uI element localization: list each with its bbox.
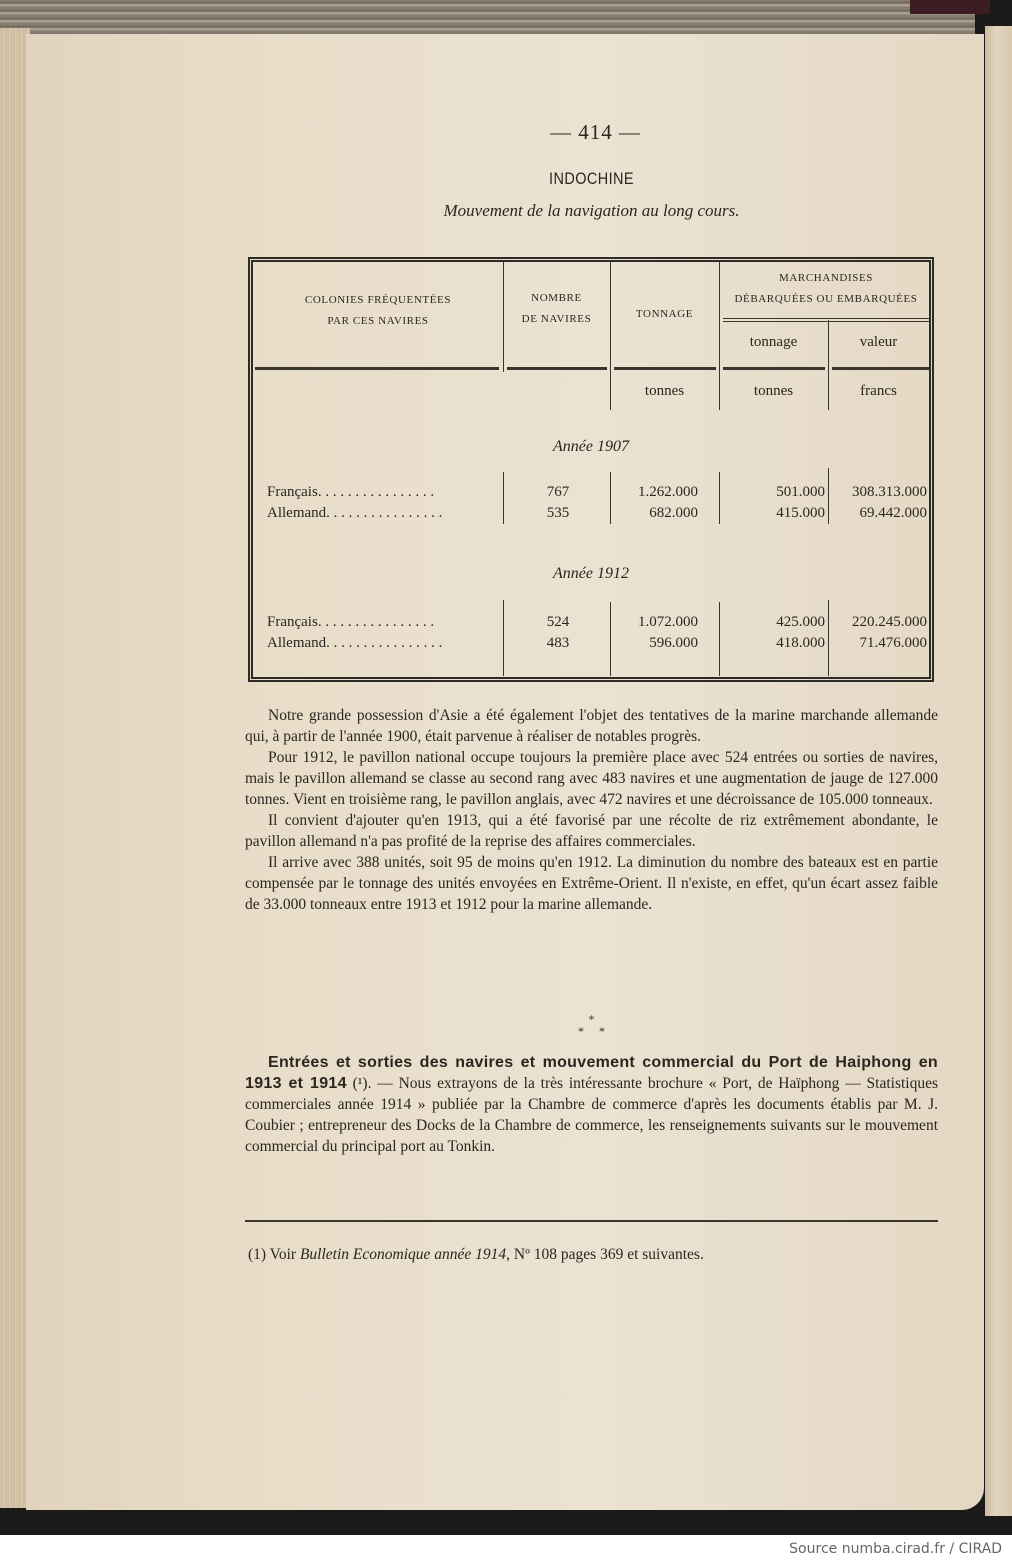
navigation-table bbox=[248, 257, 934, 682]
footnote-rest: , Nº 108 pages 369 et suivantes. bbox=[506, 1246, 704, 1263]
haiphong-heading: Entrées et sorties des navires et mouvement commercial du Port de Haiphong en 1913 et 1914 bbox=[245, 1054, 938, 1092]
book-top-edge bbox=[0, 0, 975, 36]
cell-ships: 524 bbox=[546, 614, 570, 630]
cell-m-valeur: 69.442.000 bbox=[859, 505, 927, 521]
footnote-ref: (¹). bbox=[346, 1075, 372, 1092]
header-line: NOMBRE bbox=[531, 292, 582, 304]
cell-m-valeur: 71.476.000 bbox=[859, 635, 927, 651]
header-rule bbox=[723, 321, 929, 322]
section-separator bbox=[245, 1013, 938, 1037]
unit-m-tonnage: tonnes bbox=[753, 383, 794, 399]
source-credit: Source numba.cirad.fr / CIRAD bbox=[789, 1541, 1002, 1557]
header-line: MARCHANDISES bbox=[779, 272, 873, 284]
cell-tonnage: 682.000 bbox=[649, 505, 698, 521]
cell-name: Allemand. . . . . . . . . . . . . . . . bbox=[267, 635, 443, 651]
footnote bbox=[248, 1246, 938, 1264]
header-rule bbox=[723, 318, 929, 319]
unit-tonnage: tonnes bbox=[644, 383, 685, 399]
cell-name: Allemand. . . . . . . . . . . . . . . . bbox=[267, 505, 443, 521]
cell-ships: 535 bbox=[546, 505, 570, 521]
header-line: PAR CES NAVIRES bbox=[327, 315, 429, 327]
table-caption: Mouvement de la navigation au long cours. bbox=[443, 201, 740, 220]
subheader-tonnage: tonnage bbox=[749, 334, 798, 350]
header-colonies bbox=[253, 290, 503, 332]
header-bottom-rule bbox=[832, 367, 929, 370]
cell-tonnage: 1.262.000 bbox=[638, 484, 698, 500]
cell-name: Français. . . . . . . . . . . . . . . . bbox=[267, 484, 435, 500]
cell-ships: 767 bbox=[546, 484, 570, 500]
header-marchandises bbox=[719, 268, 933, 310]
paragraph: Notre grande possession d'Asie a été également l'objet des tentatives de la marine marchande allemande qui, à partir de l'année 1900, était parvenue à réaliser de notables progrès. bbox=[245, 707, 938, 745]
header-nombre bbox=[503, 288, 610, 330]
cell-tonnage: 596.000 bbox=[649, 635, 698, 651]
unit-m-valeur: francs bbox=[860, 383, 897, 399]
header-line: DÉBARQUÉES OU EMBARQUÉES bbox=[734, 293, 918, 305]
asterisk-top: * bbox=[588, 1012, 595, 1026]
cell-m-valeur: 308.313.000 bbox=[852, 484, 927, 500]
haiphong-text: — Nous extrayons de la très intéressante brochure « Port, de Haïphong — Statistiques commerciales année 1914 » publiée par la Chambre de commerce d'après les documents établis par M. J. Coubier ; entrepreneur des Docks de la Chambre de commerce, les renseignements suivants sur le mouvement commercial du principal port au Tonkin. bbox=[245, 1075, 939, 1155]
footnote-divider bbox=[245, 1220, 938, 1222]
table-row bbox=[253, 635, 929, 655]
paragraph: Il convient d'ajouter qu'en 1913, qui a été favorisé par une récolte de riz extrêmement abondante, le pavillon allemand n'a pas profité de la reprise des affaires commerciales. bbox=[245, 812, 938, 850]
section-title: INDOCHINE bbox=[549, 169, 634, 188]
paragraph: Pour 1912, le pavillon national occupe toujours la première place avec 524 entrées ou sorties de navires, mais le pavillon allemand se classe au second rang avec 483 navires et une augmentation de jauge de 127.000 tonnes. Vient en troisième rang, le pavillon anglais, avec 472 navires et une décroissance de 105.000 tonneaux. bbox=[245, 749, 938, 808]
header-tonnage: TONNAGE bbox=[635, 308, 694, 320]
cell-tonnage: 1.072.000 bbox=[638, 614, 698, 630]
paragraph: Il arrive avec 388 unités, soit 95 de moins qu'en 1912. La diminution du nombre des bateaux est en partie compensée par le tonnage des unités envoyées en Extrême-Orient. Il n'existe, en effet, qu'un écart assez faible de 33.000 tonneaux entre 1913 et 1912 pour la marine allemande. bbox=[245, 854, 938, 913]
cell-m-tonnage: 425.000 bbox=[776, 614, 825, 630]
header-line: DE NAVIRES bbox=[521, 313, 592, 325]
header-bottom-rule bbox=[255, 367, 499, 370]
page-number: — 414 — bbox=[550, 120, 641, 144]
cell-m-tonnage: 415.000 bbox=[776, 505, 825, 521]
page-content bbox=[245, 120, 939, 1263]
subheader-valeur: valeur bbox=[859, 334, 898, 350]
asterisk-bottom: * * bbox=[578, 1024, 605, 1038]
year-label: Année 1912 bbox=[553, 565, 629, 582]
header-bottom-rule bbox=[723, 367, 825, 370]
cell-m-valeur: 220.245.000 bbox=[852, 614, 927, 630]
header-bottom-rule bbox=[507, 367, 607, 370]
footnote-marker: (1) Voir bbox=[248, 1246, 300, 1263]
table-row bbox=[253, 484, 929, 504]
cell-ships: 483 bbox=[546, 635, 570, 651]
table-row bbox=[253, 505, 929, 525]
book-cover-corner bbox=[910, 0, 990, 14]
footnote-title: Bulletin Economique année 1914 bbox=[299, 1246, 507, 1263]
haiphong-section bbox=[245, 1052, 938, 1157]
header-line: COLONIES FRÉQUENTÉES bbox=[304, 294, 452, 306]
cell-name: Français. . . . . . . . . . . . . . . . bbox=[267, 614, 435, 630]
table-row bbox=[253, 614, 929, 634]
cell-m-tonnage: 501.000 bbox=[776, 484, 825, 500]
page-leaf-right bbox=[985, 26, 1012, 1516]
year-label: Année 1907 bbox=[553, 438, 629, 455]
cell-m-tonnage: 418.000 bbox=[776, 635, 825, 651]
body-text bbox=[245, 705, 938, 915]
header-bottom-rule bbox=[614, 367, 716, 370]
